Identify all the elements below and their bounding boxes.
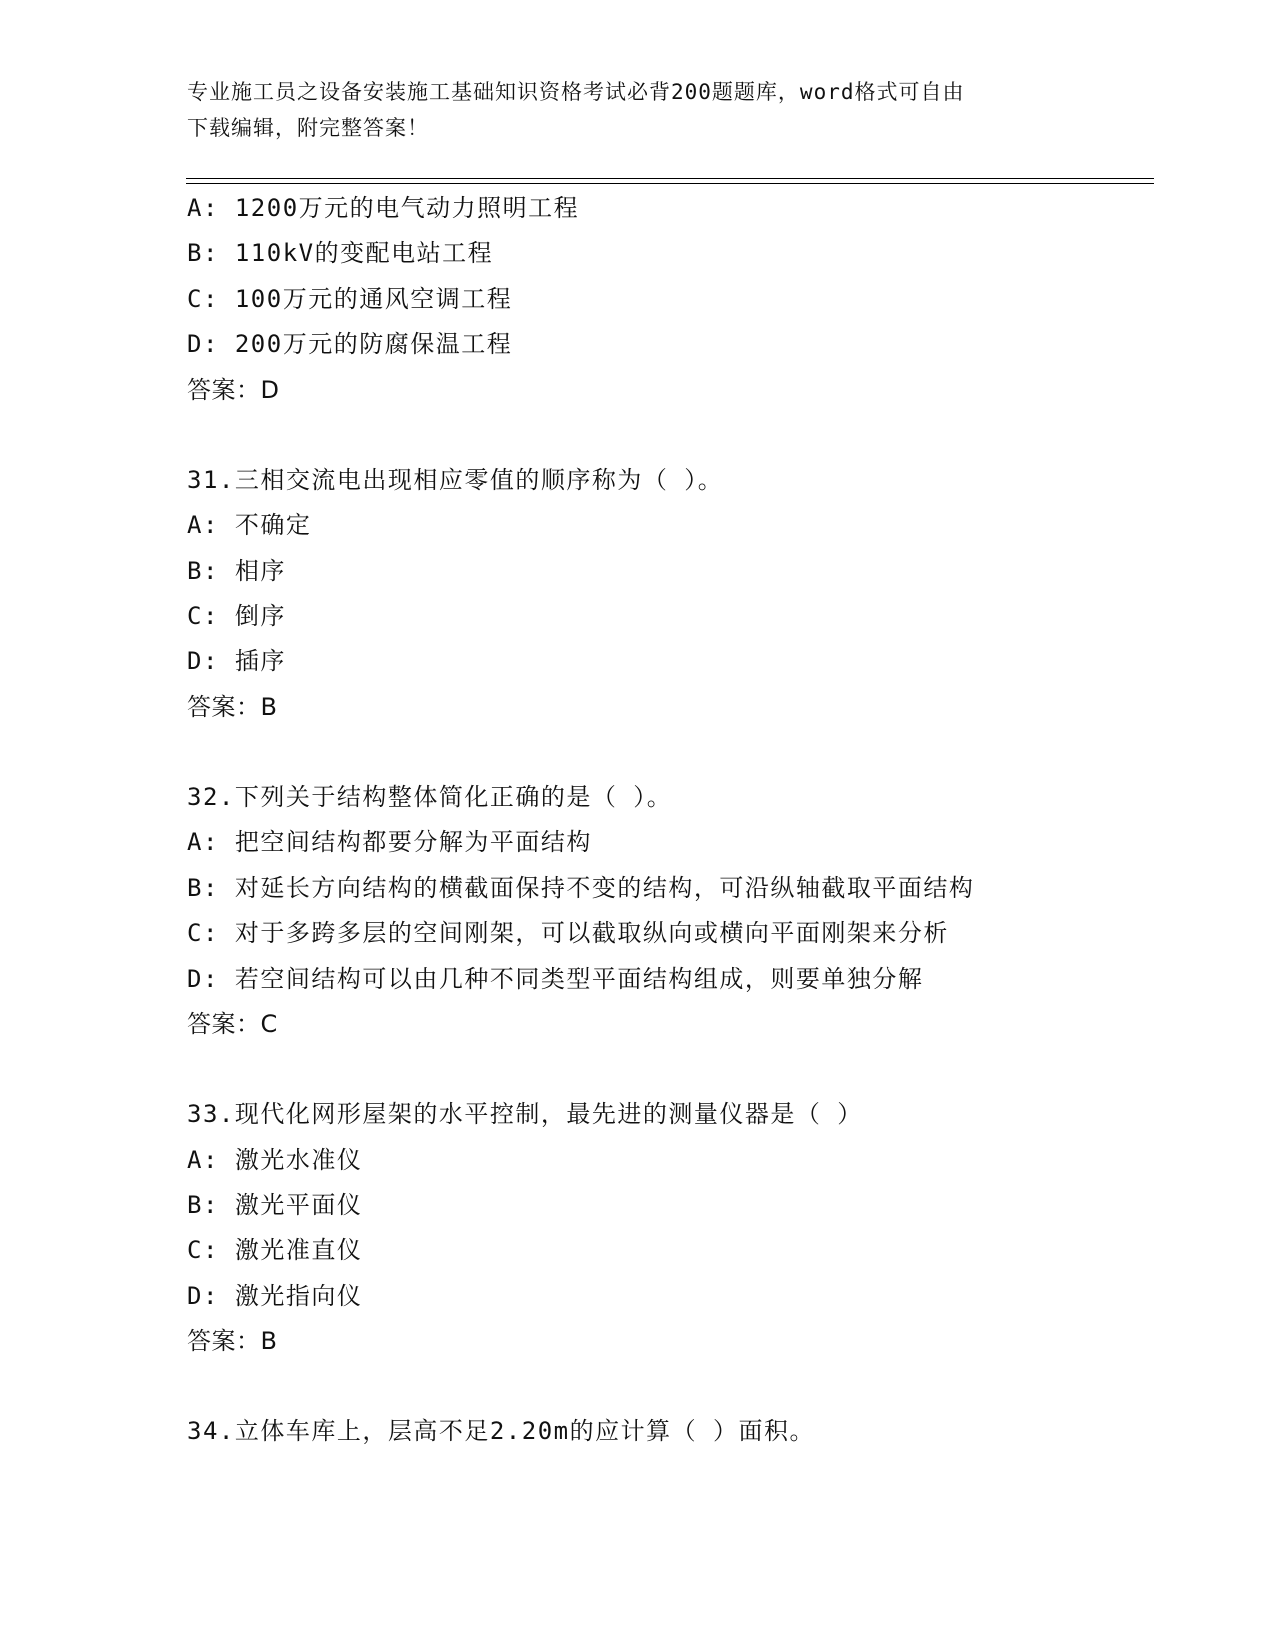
q34-question: 34.立体车库上，层高不足2.20m的应计算（ ）面积。 <box>187 1417 816 1445</box>
q31-option-d: D: 插序 <box>187 647 286 675</box>
q30-option-b: B: 110kV的变配电站工程 <box>187 239 494 267</box>
q30-answer: 答案：D <box>187 376 280 404</box>
q31-option-b: B: 相序 <box>187 557 286 585</box>
q31-option-c: C: 倒序 <box>187 602 286 630</box>
q33-option-d: D: 激光指向仪 <box>187 1282 363 1310</box>
q30-option-a: A: 1200万元的电气动力照明工程 <box>187 194 580 222</box>
q32-option-d: D: 若空间结构可以由几种不同类型平面结构组成，则要单独分解 <box>187 965 924 993</box>
q33-option-a: A: 激光水准仪 <box>187 1146 363 1174</box>
q33-option-c: C: 激光准直仪 <box>187 1236 363 1264</box>
header-title-line-1: 专业施工员之设备安装施工基础知识资格考试必背200题题库，word格式可自由 <box>187 80 965 104</box>
q30-option-c: C: 100万元的通风空调工程 <box>187 285 513 313</box>
q32-option-a: A: 把空间结构都要分解为平面结构 <box>187 828 592 856</box>
q31-answer: 答案：B <box>187 693 278 721</box>
header-title-line-2: 下载编辑，附完整答案！ <box>187 116 429 140</box>
q33-answer: 答案：B <box>187 1327 278 1355</box>
q32-question: 32.下列关于结构整体简化正确的是（ ）。 <box>187 783 673 811</box>
q33-question: 33.现代化网形屋架的水平控制，最先进的测量仪器是（ ） <box>187 1100 863 1128</box>
q30-option-d: D: 200万元的防腐保温工程 <box>187 330 513 358</box>
q32-option-b: B: 对延长方向结构的横截面保持不变的结构，可沿纵轴截取平面结构 <box>187 874 975 902</box>
header-divider-top <box>186 178 1154 179</box>
q31-option-a: A: 不确定 <box>187 511 312 539</box>
document-header <box>187 74 1087 146</box>
q32-option-c: C: 对于多跨多层的空间刚架，可以截取纵向或横向平面刚架来分析 <box>187 919 949 947</box>
q33-option-b: B: 激光平面仪 <box>187 1191 363 1219</box>
q31-question: 31.三相交流电出现相应零值的顺序称为（ ）。 <box>187 466 724 494</box>
header-divider-bottom <box>186 183 1154 184</box>
q32-answer: 答案：C <box>187 1010 278 1038</box>
